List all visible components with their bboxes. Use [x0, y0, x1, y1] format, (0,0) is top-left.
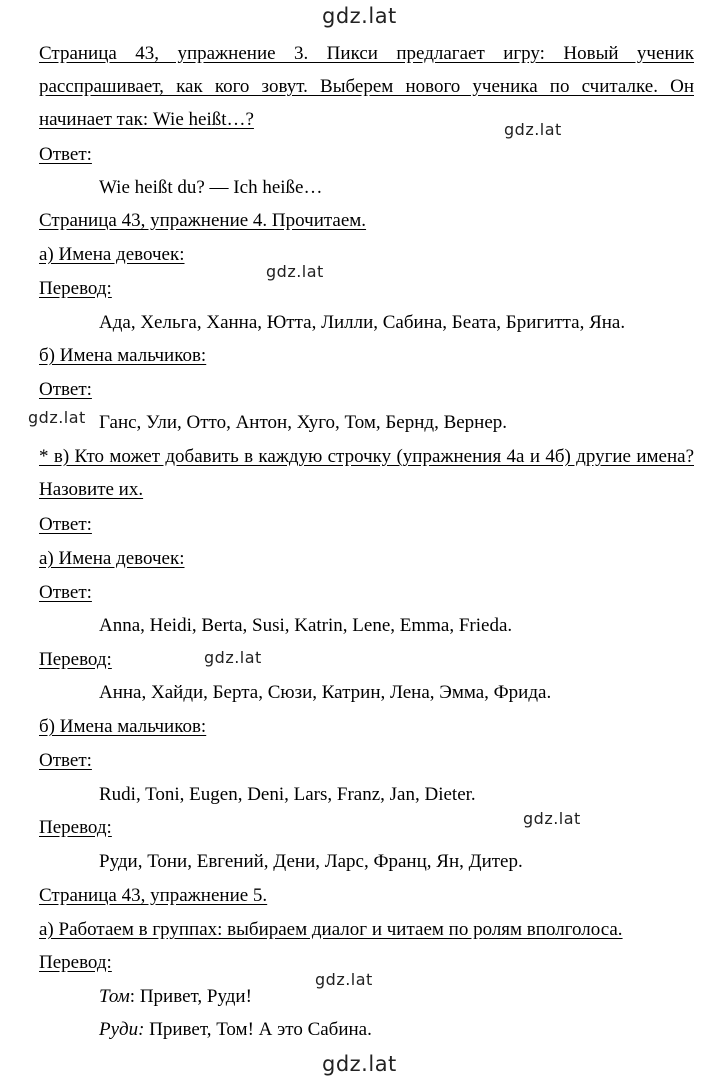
watermark: gdz.lat: [204, 648, 262, 667]
watermark: gdz.lat: [266, 262, 324, 281]
answer-text: Wie heißt du? — Ich heiße…: [99, 177, 323, 198]
translation-label: Перевод:: [39, 649, 112, 670]
translation-label: Перевод:: [39, 278, 112, 299]
watermark: gdz.lat: [315, 970, 373, 989]
dialog-text: : Привет, Руди!: [129, 986, 252, 1007]
boys-names-translation: Руди, Тони, Евгений, Дени, Ларс, Франц, Ян, Дитер.: [99, 851, 523, 872]
answer-label: Ответ:: [39, 750, 92, 771]
dialog-line-1: [99, 985, 252, 1008]
exercise-5a-task: а) Работаем в группах: выбираем диалог и читаем по ролям вполголоса.: [39, 919, 623, 940]
watermark: gdz.lat: [523, 809, 581, 828]
section-girls-names: а) Имена девочек:: [39, 244, 185, 265]
exercise-5-heading: Страница 43, упражнение 5.: [39, 885, 268, 906]
section-boys-names: б) Имена мальчиков:: [39, 716, 207, 737]
watermark: gdz.lat: [504, 120, 562, 139]
answer-label: Ответ:: [39, 144, 92, 165]
speaker-name: Руди:: [99, 1019, 145, 1040]
boys-names-answer: Rudi, Toni, Eugen, Deni, Lars, Franz, Jan, Dieter.: [99, 784, 476, 805]
section-girls-names: а) Имена девочек:: [39, 548, 185, 569]
dialog-line-2: [99, 1018, 372, 1041]
girls-names-translation: Ада, Хельга, Ханна, Ютта, Лилли, Сабина, Беата, Бригитта, Яна.: [99, 312, 626, 333]
watermark: gdz.lat: [28, 408, 86, 427]
translation-label: Перевод:: [39, 952, 112, 973]
girls-names-translation: Анна, Хайди, Берта, Сюзи, Катрин, Лена, Эмма, Фрида.: [99, 682, 552, 703]
translation-label: Перевод:: [39, 817, 112, 838]
dialog-text: Привет, Том! А это Сабина.: [144, 1019, 372, 1040]
exercise-3-heading: Страница 43, упражнение 3. Пикси предлагает игру: Новый ученик расспрашивает, как кого зовут. Выберем нового ученика по считалке. Он начинает так: Wie heißt…?: [39, 43, 694, 130]
watermark-top: gdz.lat: [322, 4, 397, 28]
answer-label: Ответ:: [39, 379, 92, 400]
exercise-4c-heading: * в) Кто может добавить в каждую строчку (упражнения 4а и 4б) другие имена? Назовите их.: [39, 446, 694, 500]
watermark-bottom: gdz.lat: [322, 1052, 397, 1076]
section-boys-names: б) Имена мальчиков:: [39, 345, 207, 366]
boys-names-translation: Ганс, Ули, Отто, Антон, Хуго, Том, Бернд, Вернер.: [99, 412, 508, 433]
exercise-4-heading: Страница 43, упражнение 4. Прочитаем.: [39, 210, 367, 231]
answer-label: Ответ:: [39, 514, 92, 535]
speaker-name: Том: [99, 986, 130, 1007]
answer-label: Ответ:: [39, 582, 92, 603]
girls-names-answer: Anna, Heidi, Berta, Susi, Katrin, Lene, Emma, Frieda.: [99, 615, 513, 636]
